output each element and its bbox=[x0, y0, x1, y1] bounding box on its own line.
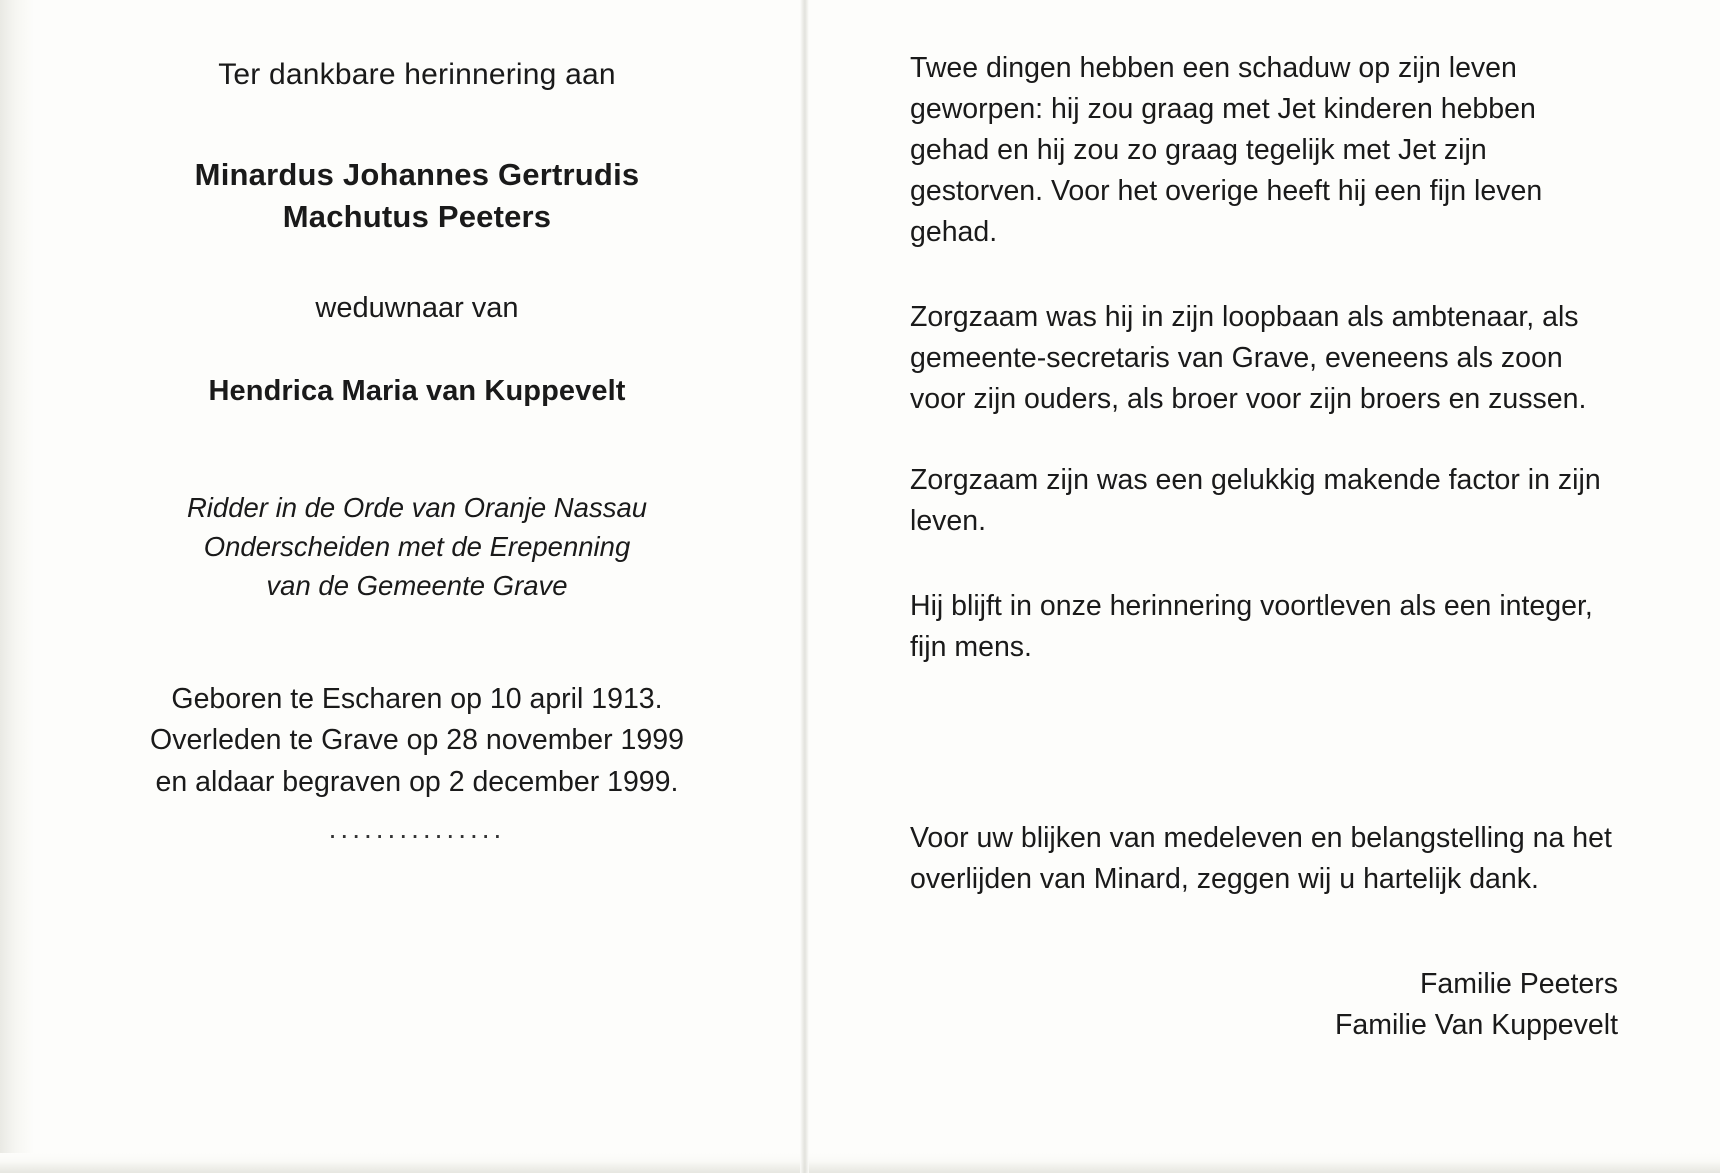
memorial-paragraph-4: Hij blijft in onze herinnering voortleven als een integer, fijn mens. bbox=[910, 590, 1593, 664]
spouse-name: Hendrica Maria van Kuppevelt bbox=[208, 375, 626, 408]
deceased-name-line1: Minardus Johannes Gertrudis bbox=[194, 157, 640, 192]
honour-line-1: Ridder in de Orde van Oranje Nassau bbox=[186, 492, 648, 524]
signature-block bbox=[1335, 964, 1618, 1047]
relation-text: weduwnaar van bbox=[315, 292, 519, 325]
honour-line-3: van de Gemeente Grave bbox=[266, 570, 568, 602]
signature-family-van-kuppevelt: Familie Van Kuppevelt bbox=[1334, 1009, 1618, 1042]
thanks-paragraph: Voor uw blijken van medeleven en belangstelling na het overlijden van Minard, zeggen wij u hartelijk dank. bbox=[910, 822, 1612, 896]
right-page bbox=[880, 0, 1680, 1173]
burial-date-line: en aldaar begraven op 2 december 1999. bbox=[155, 765, 679, 798]
life-dates-block bbox=[90, 679, 744, 802]
birth-date-line: Geboren te Escharen op 10 april 1913. bbox=[171, 683, 663, 716]
deceased-name-line2: Machutus Peeters bbox=[282, 199, 552, 235]
deceased-name bbox=[90, 154, 744, 238]
honour-line-2: Onderscheiden met de Erepenning bbox=[203, 531, 631, 563]
memorial-paragraph-1: Twee dingen hebben een schaduw op zijn leven geworpen: hij zou graag met Jet kinderen hebben gehad en hij zou zo graag tegelijk met Jet zijn gestorven. Voor het overige heeft hij een fijn leven gehad. bbox=[910, 52, 1543, 249]
paper-edge-left bbox=[0, 0, 34, 1173]
death-date-line: Overleden te Grave op 28 november 1999 bbox=[150, 724, 684, 757]
memorial-paragraph-3: Zorgzaam zijn was een gelukkig makende factor in zijn leven. bbox=[910, 464, 1601, 538]
dedication-text: Ter dankbare herinnering aan bbox=[218, 58, 616, 91]
honours-block bbox=[90, 488, 744, 605]
left-page bbox=[34, 0, 800, 1173]
separator-dots: ............... bbox=[328, 812, 506, 844]
card-fold-line bbox=[800, 0, 809, 1173]
signature-family-peeters: Familie Peeters bbox=[1420, 968, 1618, 1000]
memorial-paragraph-2: Zorgzaam was hij in zijn loopbaan als ambtenaar, als gemeente-secretaris van Grave, eveneens als zoon voor zijn ouders, als broer voor zijn broers en zussen. bbox=[910, 301, 1587, 416]
